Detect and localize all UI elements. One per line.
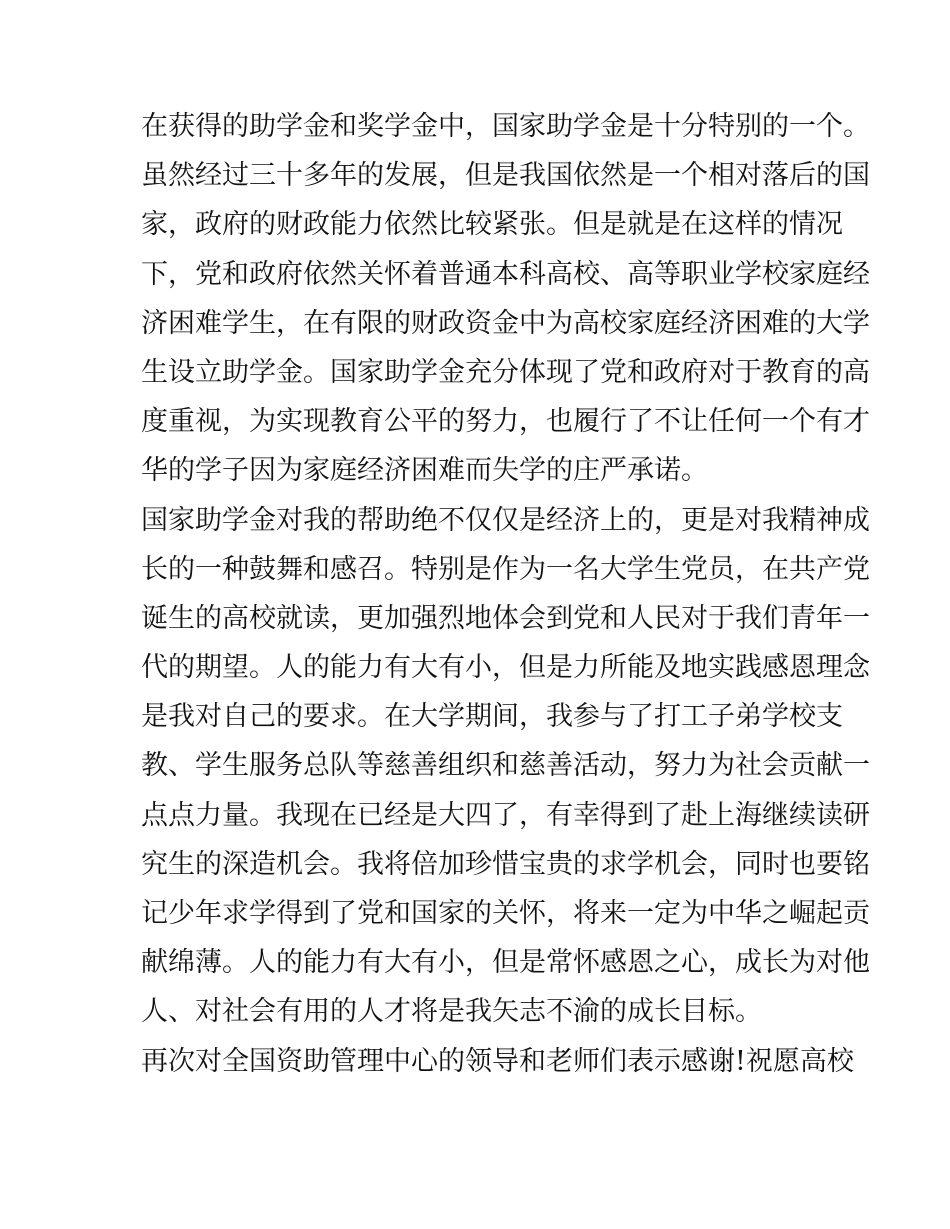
text-line: 度重视，为实现教育公平的努力，也履行了不让任何一个有才: [141, 406, 870, 438]
text-line: 究生的深造机会。我将倍加珍惜宝贵的求学机会，同时也要铭: [141, 848, 870, 880]
text-line: 济困难学生，在有限的财政资金中为高校家庭经济困难的大学: [141, 307, 870, 339]
text-line: 生设立助学金。国家助学金充分体现了党和政府对于教育的高: [141, 356, 870, 388]
text-line: 国家助学金对我的帮助绝不仅仅是经济上的，更是对我精神成: [141, 504, 870, 536]
text-line: 长的一种鼓舞和感召。特别是作为一名大学生党员，在共产党: [141, 553, 870, 585]
text-line: 虽然经过三十多年的发展，但是我国依然是一个相对落后的国: [141, 160, 870, 192]
text-line: 教、学生服务总队等慈善组织和慈善活动，努力为社会贡献一: [141, 750, 870, 782]
text-line: 代的期望。人的能力有大有小，但是力所能及地实践感恩理念: [141, 652, 870, 684]
text-line: 献绵薄。人的能力有大有小，但是常怀感恩之心，成长为对他: [141, 947, 870, 979]
text-line: 家，政府的财政能力依然比较紧张。但是就是在这样的情况: [141, 209, 843, 241]
text-line: 诞生的高校就读，更加强烈地体会到党和人民对于我们青年一: [141, 602, 870, 634]
document-body: [141, 102, 870, 1086]
text-line: 再次对全国资助管理中心的领导和老师们表示感谢!祝愿高校: [141, 1045, 854, 1077]
text-line: 人、对社会有用的人才将是我矢志不渝的成长目标。: [141, 996, 762, 1028]
text-line: 记少年求学得到了党和国家的关怀，将来一定为中华之崛起贡: [141, 898, 870, 929]
text-line: 点点力量。我现在已经是大四了，有幸得到了赴上海继续读研: [141, 799, 870, 831]
text-line: 在获得的助学金和奖学金中，国家助学金是十分特别的一个。: [141, 111, 870, 142]
text-line: 是我对自己的要求。在大学期间，我参与了打工子弟学校支: [141, 701, 843, 733]
text-line: 华的学子因为家庭经济困难而失学的庄严承诺。: [141, 455, 708, 487]
text-line: 下，党和政府依然关怀着普通本科高校、高等职业学校家庭经: [141, 258, 870, 290]
